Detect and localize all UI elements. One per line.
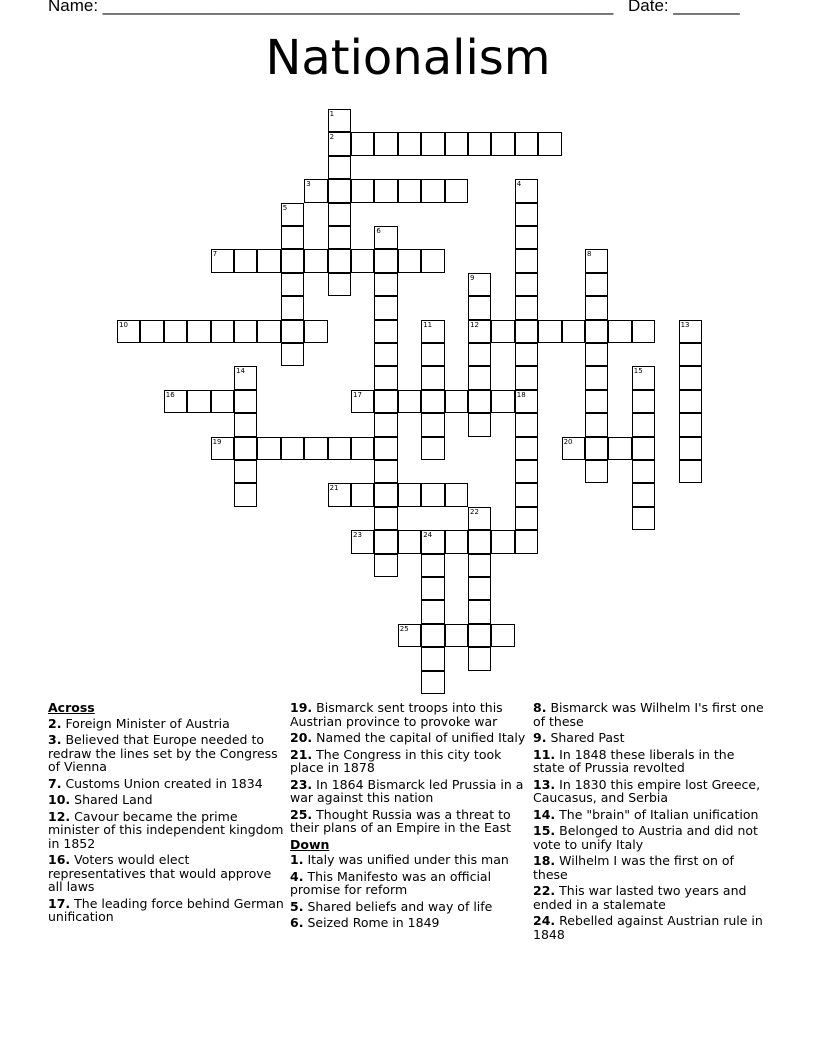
grid-cell[interactable]	[328, 437, 351, 460]
grid-cell[interactable]	[445, 390, 468, 413]
grid-cell[interactable]	[491, 390, 514, 413]
grid-cell[interactable]	[515, 530, 538, 553]
grid-cell[interactable]	[211, 320, 234, 343]
grid-cell[interactable]	[328, 179, 351, 202]
clue-number: 13	[680, 320, 690, 329]
clue-down-13: 13. In 1830 this empire lost Greece, Caucasus, and Serbia	[533, 776, 761, 805]
grid-cell[interactable]	[679, 343, 702, 366]
clue-number: 22	[470, 507, 479, 516]
clue-number: 24	[423, 531, 433, 540]
grid-cell[interactable]	[374, 413, 397, 436]
grid-cell[interactable]	[281, 273, 304, 296]
grid-cell[interactable]	[562, 437, 585, 460]
clue-number: 16	[165, 390, 175, 399]
grid-cell[interactable]	[632, 366, 655, 389]
grid-cell[interactable]	[585, 366, 608, 389]
grid-cell[interactable]	[421, 671, 444, 694]
clue-down-18: 18. Wilhelm I was the first on of these	[533, 853, 734, 882]
grid-cell[interactable]	[281, 296, 304, 319]
clue-down-1: 1. Italy was unified under this man	[290, 852, 509, 867]
clue-number: 11	[423, 320, 433, 329]
grid-cell[interactable]	[374, 296, 397, 319]
grid-cell[interactable]	[187, 390, 210, 413]
grid-cell[interactable]	[421, 366, 444, 389]
grid-cell[interactable]	[421, 179, 444, 202]
grid-cell[interactable]	[351, 530, 374, 553]
grid-cell[interactable]	[632, 413, 655, 436]
grid-cell[interactable]	[468, 554, 491, 577]
grid-cell[interactable]	[491, 624, 514, 647]
grid-cell[interactable]	[632, 437, 655, 460]
grid-cell[interactable]	[632, 507, 655, 530]
clue-down-8: 8. Bismarck was Wilhelm I's first one of these	[533, 700, 764, 729]
grid-cell[interactable]	[468, 343, 491, 366]
grid-cell[interactable]	[632, 390, 655, 413]
clue-number: 2	[329, 133, 335, 142]
clue-number: 18	[516, 390, 526, 399]
clue-across-21: 21. The Congress in this city took place in 1878	[290, 746, 502, 775]
grid-cell[interactable]	[515, 507, 538, 530]
grid-cell[interactable]	[328, 273, 351, 296]
grid-cell[interactable]	[328, 156, 351, 179]
grid-cell[interactable]	[468, 296, 491, 319]
clue-number: 19	[212, 437, 222, 446]
grid-cell[interactable]	[445, 179, 468, 202]
grid-cell[interactable]	[211, 437, 234, 460]
grid-cell[interactable]	[374, 320, 397, 343]
grid-cell[interactable]	[585, 273, 608, 296]
grid-cell[interactable]	[421, 132, 444, 155]
grid-cell[interactable]	[398, 483, 421, 506]
clue-number: 7	[212, 250, 218, 259]
clue-number: 21	[329, 484, 339, 493]
grid-cell[interactable]	[234, 390, 257, 413]
clue-across-16: 16. Voters would elect representatives that would approve all laws	[48, 852, 272, 894]
grid-cell[interactable]	[468, 320, 491, 343]
grid-cell[interactable]	[585, 460, 608, 483]
grid-cell[interactable]	[679, 366, 702, 389]
grid-cell[interactable]	[211, 249, 234, 272]
grid-cell[interactable]	[421, 647, 444, 670]
clue-number: 14	[236, 367, 245, 376]
grid-cell[interactable]	[421, 390, 444, 413]
grid-cell[interactable]	[328, 109, 351, 132]
clue-down-24: 24. Rebelled against Austrian rule in 1848	[533, 913, 763, 942]
clue-down-14: 14. The "brain" of Italian unification	[533, 806, 759, 822]
clue-down-22: 22. This war lasted two years and ended in a stalemate	[533, 883, 747, 912]
grid-cell[interactable]	[679, 413, 702, 436]
clue-across-20: 20. Named the capital of unified Italy	[290, 730, 526, 745]
grid-cell[interactable]	[538, 132, 561, 155]
grid-cell[interactable]	[421, 249, 444, 272]
clues-column-2	[290, 701, 526, 933]
grid-cell[interactable]	[374, 437, 397, 460]
grid-cell[interactable]	[257, 249, 280, 272]
grid-cell[interactable]	[374, 530, 397, 553]
grid-cell[interactable]	[257, 437, 280, 460]
clue-down-15: 15. Belonged to Austria and did not vote to unify Italy	[533, 823, 758, 852]
grid-cell[interactable]	[538, 320, 561, 343]
grid-cell[interactable]	[585, 320, 608, 343]
grid-cell[interactable]	[515, 179, 538, 202]
grid-cell[interactable]	[374, 507, 397, 530]
clue-across-3: 3. Believed that Europe needed to redraw the lines set by the Congress of Vienna	[48, 732, 278, 774]
grid-cell[interactable]	[562, 320, 585, 343]
grid-cell[interactable]	[515, 273, 538, 296]
grid-cell[interactable]	[234, 437, 257, 460]
grid-cell[interactable]	[491, 320, 514, 343]
grid-cell[interactable]	[281, 203, 304, 226]
grid-cell[interactable]	[421, 577, 444, 600]
grid-cell[interactable]	[515, 249, 538, 272]
grid-cell[interactable]	[234, 366, 257, 389]
clue-number: 23	[353, 531, 362, 540]
grid-cell[interactable]	[632, 460, 655, 483]
clue-across-23: 23. In 1864 Bismarck led Prussia in a war against this nation	[290, 776, 524, 805]
grid-cell[interactable]	[585, 437, 608, 460]
grid-cell[interactable]	[515, 460, 538, 483]
grid-cell[interactable]	[374, 179, 397, 202]
grid-cell[interactable]	[445, 132, 468, 155]
grid-cell[interactable]	[515, 390, 538, 413]
grid-cell[interactable]	[281, 226, 304, 249]
grid-cell[interactable]	[608, 437, 631, 460]
clue-number: 12	[470, 320, 479, 329]
grid-cell[interactable]	[351, 179, 374, 202]
grid-cell[interactable]	[421, 624, 444, 647]
grid-cell[interactable]	[164, 390, 187, 413]
clue-number: 6	[376, 227, 381, 235]
grid-cell[interactable]	[374, 132, 397, 155]
grid-cell[interactable]	[515, 343, 538, 366]
grid-cell[interactable]	[515, 203, 538, 226]
grid-cell[interactable]	[421, 554, 444, 577]
grid-cell[interactable]	[585, 249, 608, 272]
grid-cell[interactable]	[468, 507, 491, 530]
clue-across-12: 12. Cavour became the prime minister of this independent kingdom in 1852	[48, 808, 284, 851]
clue-number: 1	[329, 110, 335, 118]
grid-cell[interactable]	[351, 483, 374, 506]
clue-number: 25	[399, 624, 409, 633]
grid-cell[interactable]	[374, 343, 397, 366]
grid-cell[interactable]	[351, 249, 374, 272]
grid-cell[interactable]	[421, 600, 444, 623]
date-line[interactable]: Date: _______	[628, 0, 740, 15]
grid-cell[interactable]	[421, 343, 444, 366]
grid-cell[interactable]	[632, 483, 655, 506]
grid-cell[interactable]	[351, 390, 374, 413]
grid-cell[interactable]	[234, 249, 257, 272]
grid-cell[interactable]	[468, 600, 491, 623]
clue-across-17: 17. The leading force behind German unification	[48, 895, 284, 924]
grid-cell[interactable]	[468, 647, 491, 670]
grid-cell[interactable]	[468, 366, 491, 389]
clue-down-11: 11. In 1848 these liberals in the state of Prussia revolted	[533, 746, 735, 775]
grid-cell[interactable]	[374, 366, 397, 389]
grid-cell[interactable]	[515, 437, 538, 460]
grid-cell[interactable]	[374, 460, 397, 483]
grid-cell[interactable]	[164, 320, 187, 343]
grid-cell[interactable]	[585, 390, 608, 413]
grid-cell[interactable]	[468, 577, 491, 600]
grid-cell[interactable]	[421, 320, 444, 343]
grid-cell[interactable]	[421, 483, 444, 506]
clue-number: 10	[119, 320, 128, 329]
grid-cell[interactable]	[491, 530, 514, 553]
grid-cell[interactable]	[398, 390, 421, 413]
grid-cell[interactable]	[398, 624, 421, 647]
clue-across-7: 7. Customs Union created in 1834	[48, 775, 263, 791]
clues-column-3	[533, 701, 769, 944]
clue-number: 20	[563, 437, 573, 446]
grid-cell[interactable]	[304, 249, 327, 272]
grid-cell[interactable]	[445, 483, 468, 506]
grid-cell[interactable]	[585, 343, 608, 366]
grid-cell[interactable]	[398, 530, 421, 553]
across-heading: Across	[48, 700, 95, 715]
grid-cell[interactable]	[515, 413, 538, 436]
page-title: Nationalism	[265, 30, 551, 86]
grid-cell[interactable]	[632, 320, 655, 343]
clue-number: 15	[633, 367, 643, 376]
grid-cell[interactable]	[421, 437, 444, 460]
clue-down-9: 9. Shared Past	[533, 730, 625, 745]
grid-cell[interactable]	[468, 273, 491, 296]
grid-cell[interactable]	[351, 437, 374, 460]
grid-cell[interactable]	[398, 179, 421, 202]
grid-cell[interactable]	[117, 320, 140, 343]
clue-number: 5	[282, 203, 288, 212]
grid-cell[interactable]	[257, 320, 280, 343]
clue-number: 17	[353, 390, 362, 399]
clue-across-19: 19. Bismarck sent troops into this Austrian province to provoke war	[290, 700, 503, 729]
grid-cell[interactable]	[679, 320, 702, 343]
grid-cell[interactable]	[515, 226, 538, 249]
grid-cell[interactable]	[234, 413, 257, 436]
grid-cell[interactable]	[608, 320, 631, 343]
grid-cell[interactable]	[374, 390, 397, 413]
grid-cell[interactable]	[187, 320, 210, 343]
clue-across-2: 2. Foreign Minister of Austria	[48, 715, 230, 731]
grid-cell[interactable]	[281, 249, 304, 272]
grid-cell[interactable]	[211, 390, 234, 413]
grid-cell[interactable]	[679, 460, 702, 483]
grid-cell[interactable]	[679, 437, 702, 460]
clue-across-25: 25. Thought Russia was a threat to their plans of an Empire in the East	[290, 806, 511, 835]
grid-cell[interactable]	[234, 483, 257, 506]
grid-cell[interactable]	[234, 460, 257, 483]
grid-cell[interactable]	[328, 132, 351, 155]
grid-cell[interactable]	[351, 132, 374, 155]
clue-number: 3	[306, 180, 311, 189]
down-heading: Down	[290, 836, 330, 852]
grid-cell[interactable]	[328, 226, 351, 249]
grid-cell[interactable]	[374, 554, 397, 577]
grid-cell[interactable]	[374, 483, 397, 506]
grid-cell[interactable]	[304, 320, 327, 343]
grid-cell[interactable]	[281, 437, 304, 460]
grid-cell[interactable]	[468, 413, 491, 436]
grid-cell[interactable]	[491, 132, 514, 155]
grid-cell[interactable]	[445, 530, 468, 553]
grid-cell[interactable]	[515, 296, 538, 319]
clue-across-10: 10. Shared Land	[48, 792, 153, 807]
grid-cell[interactable]	[468, 132, 491, 155]
grid-cell[interactable]	[374, 226, 397, 249]
grid-cell[interactable]	[374, 273, 397, 296]
grid-cell[interactable]	[281, 343, 304, 366]
clues-column-1	[48, 701, 284, 927]
clue-number: 9	[470, 273, 475, 282]
grid-cell[interactable]	[515, 366, 538, 389]
grid-cell[interactable]	[515, 483, 538, 506]
clue-number: 8	[587, 250, 592, 259]
grid-cell[interactable]	[398, 132, 421, 155]
grid-cell[interactable]	[304, 437, 327, 460]
grid-cell[interactable]	[140, 320, 163, 343]
clue-down-6: 6. Seized Rome in 1849	[290, 915, 440, 930]
grid-cell[interactable]	[585, 296, 608, 319]
grid-cell[interactable]	[398, 249, 421, 272]
grid-cell[interactable]	[328, 483, 351, 506]
grid-cell[interactable]	[328, 203, 351, 226]
clue-number: 4	[516, 180, 522, 189]
grid-cell[interactable]	[328, 249, 351, 272]
grid-cell[interactable]	[515, 132, 538, 155]
grid-cell[interactable]	[304, 179, 327, 202]
grid-cell[interactable]	[421, 413, 444, 436]
grid-cell[interactable]	[468, 390, 491, 413]
grid-cell[interactable]	[468, 530, 491, 553]
grid-cell[interactable]	[679, 390, 702, 413]
clue-down-4: 4. This Manifesto was an official promise for reform	[290, 868, 492, 897]
clue-down-5: 5. Shared beliefs and way of life	[290, 898, 493, 914]
name-line[interactable]: Name: ______________________________________________________	[48, 0, 614, 15]
grid-cell[interactable]	[585, 413, 608, 436]
grid-cell[interactable]	[281, 320, 304, 343]
grid-cell[interactable]	[468, 624, 491, 647]
grid-cell[interactable]	[515, 320, 538, 343]
grid-cell[interactable]	[234, 320, 257, 343]
grid-cell[interactable]	[374, 249, 397, 272]
grid-cell[interactable]	[445, 624, 468, 647]
grid-cell[interactable]	[421, 530, 444, 553]
